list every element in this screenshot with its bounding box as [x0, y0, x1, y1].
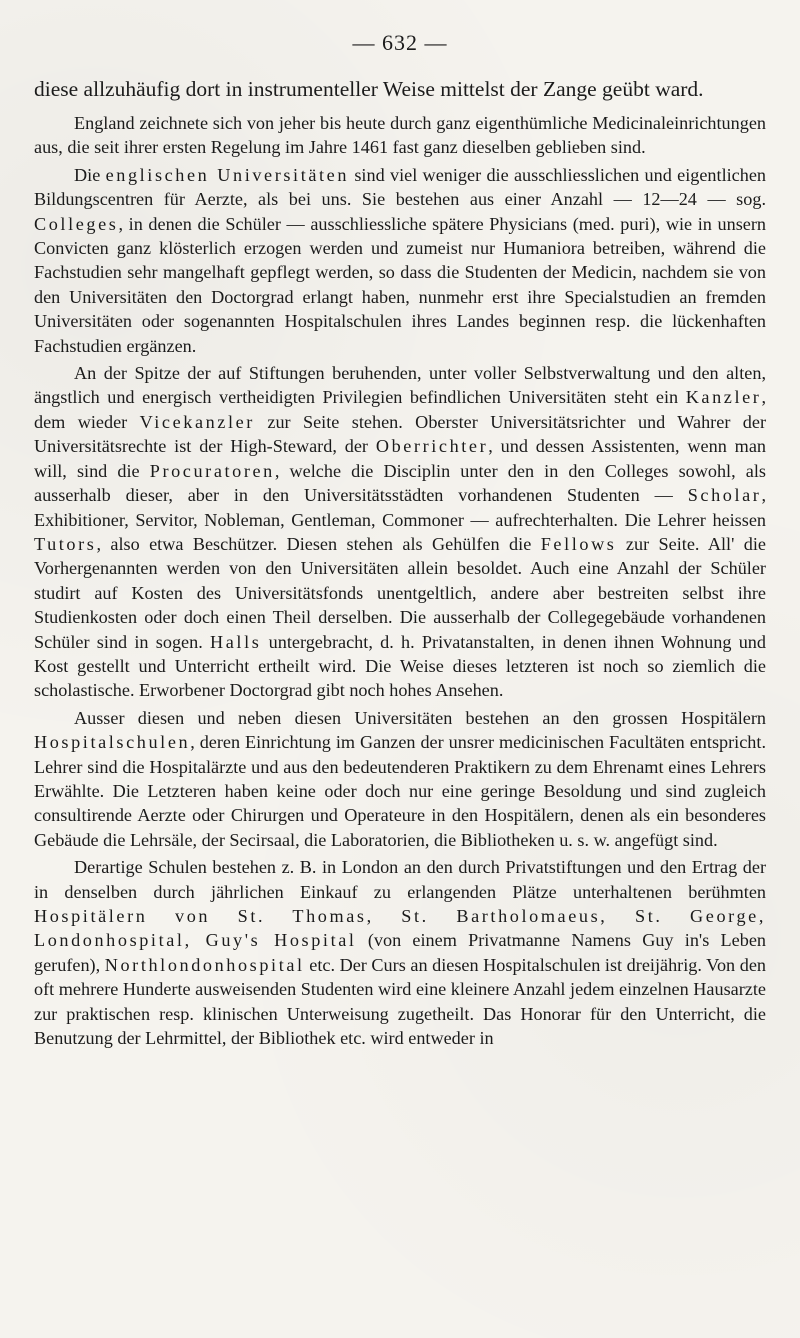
paragraph-hospital-schools — [34, 706, 766, 852]
emphasized-term: Kanzler — [685, 387, 762, 408]
emphasized-term: Vicekanzler — [139, 411, 255, 432]
text-segment: (von einem Privatmanne Namens Guy in's Leben gerufen), — [34, 930, 766, 975]
emphasized-term: Oberrichter — [375, 436, 489, 457]
page-number: — 632 — — [352, 30, 448, 55]
emphasized-term: Scholar — [687, 485, 762, 506]
text-segment: , in denen die Schüler — ausschliessliche spätere Physicians (med. puri), wie in unsern Convicten ganz klösterlich erzogen werden und zumeist nur Humaniora betreiben, während die Fachstudien sehr mangelhaft gepflegt werden, so dass die Studenten der Medicin, nachdem sie von den Universitäten den Doctorgrad erlangt haben, nunmehr erst ihre Specialstudien an fremden Universitäten oder sogenannten Hospitalschulen ihres Landes beginnen resp. die lückenhaften Fachstudien ergänzen. — [34, 213, 766, 356]
text-segment: zur Seite. All' die Vorhergenannten werden von den Universitäten allein besoldet. Auch eine Anzahl der Schüler studirt auf Kosten des Universitätsfonds unentgeltlich, andere aber bestreiten selbst ihre Studienkosten oder doch einen Theil derselben. Die ausserhalb der Collegegebäude vorhandenen Schüler sind in sogen. — [34, 533, 766, 652]
emphasized-term: Colleges — [34, 213, 119, 234]
text-segment: Ausser diesen und neben diesen Universitäten bestehen an den grossen Hospitälern — [74, 707, 766, 728]
text-segment: , Exhibitioner, Servitor, Nobleman, Gentleman, Commoner — aufrechterhalten. Die Lehrer heissen — [34, 485, 766, 530]
text-segment: sind viel weniger die ausschliesslichen und eigentlichen Bildungscentren für Aerzte, als bei uns. Sie bestehen aus einer Anzahl — 12—24 — sog. — [34, 164, 767, 210]
paragraph-english-universities — [34, 163, 766, 358]
text-segment: untergebracht, d. h. Privatanstalten, in denen ihnen Wohnung und Kost gestellt und Unterricht ertheilt wird. Die Weise dieses letzteren ist noch so ziemlich die scholastische. Erworbener Doctorgrad gibt noch hohes Ansehen. — [34, 631, 766, 701]
text-segment: An der Spitze der auf Stiftungen beruhenden, unter voller Selbstverwaltung und den alten, ängstlich und energisch vertheidigten Privilegien befindlichen Universitäten steht ein — [34, 363, 766, 408]
emphasized-term: Procuratoren — [149, 460, 275, 481]
text-segment: Derartige Schulen bestehen z. B. in London an den durch Privatstiftungen und den Ertrag der in denselben durch jährlichen Einkauf zu erlangenden Plätze unterhaltenen berühmten — [34, 857, 766, 902]
text-segment: , welche die Disciplin unter den in den Colleges sowohl, als ausserhalb dieser, aber in den Universitätsstädten vorhandenen Studenten — — [34, 460, 766, 506]
text-segment: zur Seite stehen. Oberster Universitätsrichter und Wahrer der Universitätsrechte ist der High-Steward, der — [34, 411, 766, 457]
emphasized-term: Fellows — [540, 533, 617, 554]
text-segment: , also etwa Beschützer. Diesen stehen als Gehülfen die — [96, 533, 541, 554]
paragraph-continuation — [34, 74, 766, 105]
emphasized-term: englischen Universitäten — [105, 164, 350, 185]
paragraph-university-officials — [34, 361, 766, 703]
text-segment: , dem wieder — [34, 387, 766, 432]
emphasized-term: Hospitälern von St. Thomas, St. Bartholomaeus, St. George, Londonhospital, Guy's Hospital — [34, 906, 766, 951]
text-segment: , deren Einrichtung im Ganzen der unsrer medicinischen Facultäten entspricht. Lehrer sind die Hospitalärzte und aus den bedeutenderen Praktikern zu dem Ehrenamt eines Lehrers Erwählte. Die Letzteren haben keine oder doch nur eine geringe Besoldung und sind zugleich consultirende Aerzte oder Chirurgen und Operateure in den Hospitälern, denen als ein besonderes Gebäude die Lehrsäle, der Secirsaal, die Laboratorien, die Bibliotheken u. s. w. angefügt sind. — [34, 732, 766, 850]
emphasized-term: Tutors — [34, 533, 97, 554]
text-segment: diese allzuhäufig dort in instrumenteller Weise mittelst der Zange geübt ward. — [34, 77, 704, 101]
text-segment: Die — [74, 164, 106, 185]
text-segment: England zeichnete sich von jeher bis heute durch ganz eigenthümliche Medicinaleinrichtungen aus, die seit ihrer ersten Regelung im Jahre 1461 fast ganz dieselben geblieben sind. — [34, 113, 766, 158]
emphasized-term: Halls — [210, 631, 262, 652]
emphasized-term: Northlondonhospital — [104, 954, 305, 975]
text-segment: , und dessen Assistenten, wenn man will, sind die — [34, 436, 766, 481]
text-segment: etc. Der Curs an diesen Hospitalschulen ist dreijährig. Von den oft mehrere Hunderte ausweisenden Studenten wird eine kleinere Anzahl jedem einzelnen Hausarzte zur praktischen resp. klinischen Unterweisung zugetheilt. Das Honorar für den Unterricht, die Benutzung der Lehrmittel, der Bibliothek etc. wird entweder in — [34, 954, 766, 1049]
paragraph-england — [34, 111, 766, 160]
paragraph-london-schools — [34, 855, 766, 1050]
emphasized-term: Hospitalschulen — [34, 732, 191, 753]
